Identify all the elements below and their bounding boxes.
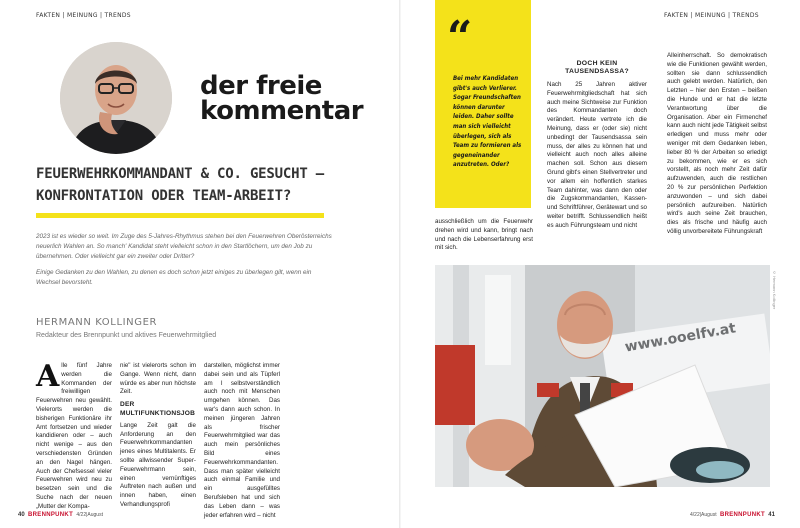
body-text: Lange Zeit galt die Anforderung an den Feuerwehrkommandanten jenes eines Multitalents. Er sollte allwissender Super-Feuerwehrmann sein, einen vernünftiges Auftreten nach außen und innen haben, einen Verhandlungsprofi bbox=[120, 421, 196, 508]
kicker-line-1: der freie bbox=[200, 71, 322, 101]
body-text: Nach 25 Jahren aktiver Feuerwehrmitgliedschaft hat sich auch meine Sichtweise zur Funktion des Kommandanten doch verändert. Heute vertrete ich die Meinung, dass er (oder sie) nicht unbedingt der Tausendsassa sein muss, der alles zu können hat und vielleicht auch noch alles alleine machen soll. Schon aus diesem Grund gibt's einen Stellvertreter und vor allem ein hoffentlich starkes Team dahinter, was dann den oder die Zugskommandanten, Kassen- und Schriftführer, Gerätewart und so weiter betrifft. Schlussendlich heißt es auch Führungsteam und nicht bbox=[547, 81, 647, 229]
body-column-5 bbox=[547, 60, 647, 231]
body-column-1 bbox=[36, 359, 112, 512]
quote-mark-icon: “ bbox=[447, 12, 473, 63]
photo-illustration bbox=[435, 265, 770, 487]
body-column-6 bbox=[667, 52, 767, 237]
body-column-2 bbox=[120, 362, 196, 510]
issue-label: 4/22|August bbox=[76, 512, 103, 518]
headline-line-2: KONFRONTATION ODER TEAM-ARBEIT? bbox=[36, 188, 292, 204]
pull-quote-text: Bei mehr Kandidaten gibt's auch Verlierer. Sogar Freundschaften können darunter leiden. Daher sollte man sich vielleicht überlegen, sich als Team zu formieren als gegeneinander anzutreten. Oder? bbox=[453, 75, 522, 169]
body-column-3 bbox=[204, 362, 280, 520]
article-photo bbox=[435, 265, 770, 487]
running-head-left: FAKTEN | MEINUNG | TRENDS bbox=[36, 12, 131, 19]
body-text: nie" ist vielerorts schon im Gange. Wenn nicht, dann würde es aber nun höchste Zeit. bbox=[120, 362, 196, 396]
footer-left bbox=[18, 512, 103, 518]
magazine-brand: BRENNPUNKT bbox=[28, 512, 74, 518]
portrait-illustration bbox=[60, 42, 172, 154]
magazine-brand: BRENNPUNKT bbox=[719, 512, 765, 518]
issue-label: 4/22|August bbox=[690, 512, 717, 518]
article-headline bbox=[36, 163, 336, 207]
kicker-title bbox=[200, 71, 364, 126]
body-text: Alleinherrschaft. So demokratisch wie die Funktionen gewählt werden, sollten sie dann schlussendlich auch gelebt werden. Natürlich, den Letzten – hier den Ersten – beißen die Hunde und er hat die letzte Verantwortung über die Organisation. Aber ein Firmenchef kann auch nicht jede Tätigkeit selbst erledigen und muss mehr oder weniger mit dem Gedanken leben, lieber 80 % der Arbeiten so erledigt zu bekommen, wie er es sich vorstellt, als noch mehr Zeit dafür aufzuwenden, auch die restlichen 20 % zur persönlichen Perfektion anzuwonden – und sich dabei persönlich aufzureiben. Natürlich wird's auch seine Zeit brauchen, dies als frische und häufig auch völlig unvorbereitete Führungskraft bbox=[667, 52, 767, 235]
section-subhead: DOCH KEIN TAUSENDSASSA? bbox=[565, 60, 629, 75]
page-number: 41 bbox=[768, 512, 775, 518]
running-head-right: FAKTEN | MEINUNG | TRENDS bbox=[664, 12, 759, 19]
pull-quote-box bbox=[435, 0, 531, 208]
body-text: darstellen, möglichst immer dabei sein und als Tüpferl am I selbstverständlich auch noch mit Menschen umgehen können. Das war's dann auch schon. In meinen jüngeren Jahren als frischer Feuerwehrmitglied war das auch mein persönliches Bild eines Feuerwehrkommandanten. Dass man später vielleicht auch einmal Familie und ein ausgefülltes Berufsleben hat und sich das Leben dann – was jeder erfahren wird – nicht bbox=[204, 362, 280, 519]
photo-sign-text: www.ooelfv.at bbox=[623, 320, 738, 356]
drop-cap: A bbox=[36, 359, 60, 394]
lead-paragraph-1: 2023 ist es wieder so weit. Im Zuge des 5-Jahres-Rhythmus stehen bei den Feuerwehren Oberösterreichs neuerlich Wahlen an. So manch' Kandidat steht vielleicht schon in den Startlöchern, um den Job zu übernehmen. Oder vielleicht gar ein zweiter oder Dritter? bbox=[36, 233, 332, 260]
section-subhead: DER MULTIFUNKTIONSJOB bbox=[120, 401, 196, 417]
yellow-divider bbox=[36, 213, 324, 218]
lead-paragraph-2: Einige Gedanken zu den Wahlen, zu denen es doch schon jetzt einiges zu überlegen gilt, wenn ein Wechsel bevorsteht. bbox=[36, 269, 312, 286]
body-text: lle fünf Jahre werden die Kommanden der freiwilligen Feuerwehren neu gewählt. Vielerorts werden die bisherigen Funktionäre ihr Amt fortsetzen und wieder kandidieren oder – auch nicht wenige – aus den verschiedensten Gründen an den Nagel hängen. Auch der Chefsessel vieler Feuerwehren wird neu zu besetzen sein und die Suche nach der neuen „Mutter der Kompa- bbox=[36, 362, 112, 510]
kicker-line-2: kommentar bbox=[200, 96, 364, 126]
footer-right bbox=[690, 512, 775, 518]
headline-line-1: FEUERWEHRKOMMANDANT & CO. GESUCHT – bbox=[36, 166, 325, 182]
author-role: Redakteur des Brennpunkt und aktives Feuerwehrmitglied bbox=[36, 332, 217, 339]
author-portrait bbox=[60, 42, 172, 154]
page-number: 40 bbox=[18, 512, 25, 518]
body-column-4 bbox=[435, 218, 533, 253]
author-name: HERMANN KOLLINGER bbox=[36, 317, 158, 328]
photo-credit: © Hermann Kollinger bbox=[772, 270, 777, 310]
body-text: ausschließlich um die Feuerwehr drehen wird und kann, bringt nach und nach die Lebenserfahrung erst mit sich. bbox=[435, 218, 533, 252]
